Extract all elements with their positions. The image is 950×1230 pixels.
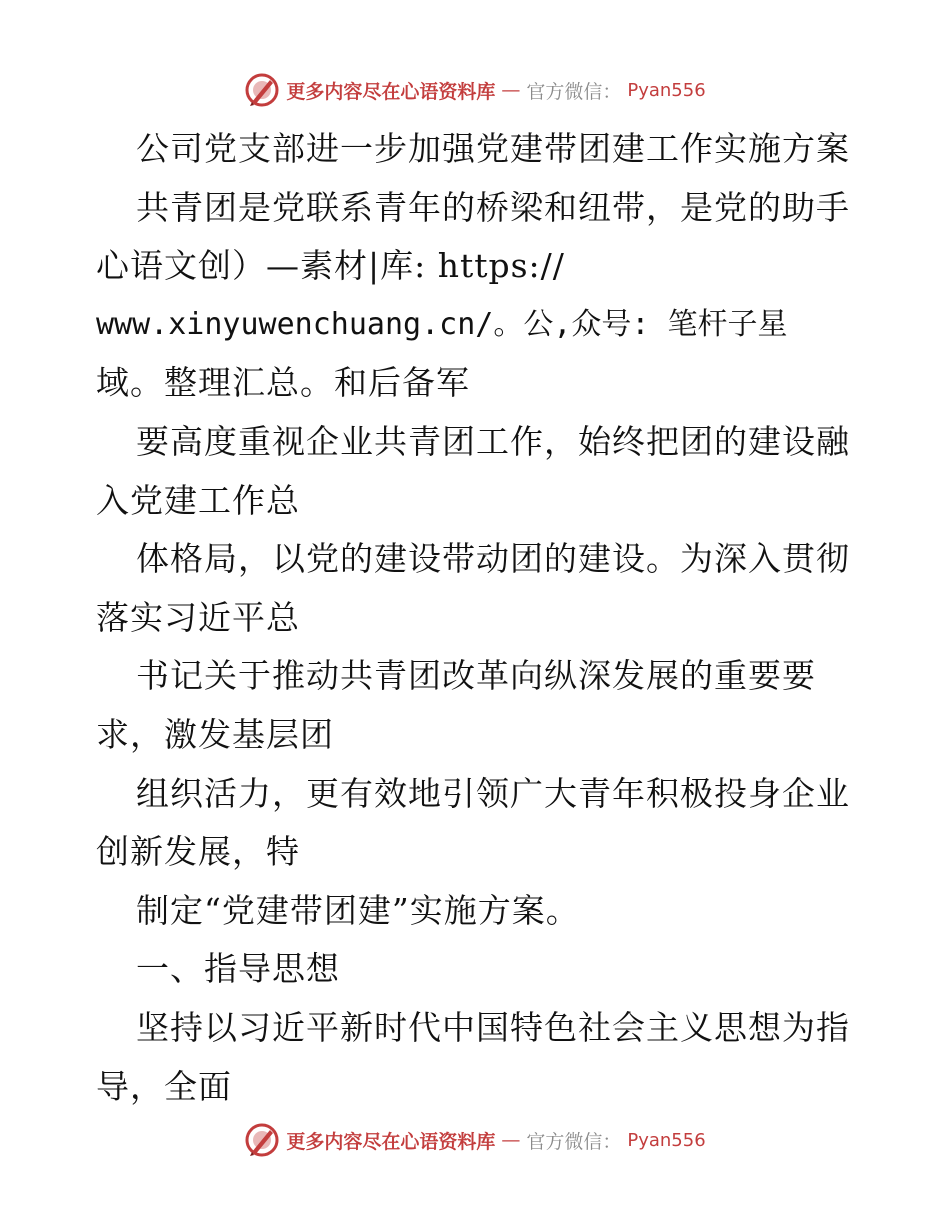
document-line: 导，全面 (96, 1066, 232, 1106)
banner-wechat-label: 官方微信： (526, 1130, 622, 1153)
document-line: 落实习近平总 (96, 597, 300, 637)
footer-watermark-banner (0, 1120, 950, 1160)
document-line: 域。整理汇总。和后备军 (96, 363, 470, 403)
document-line: www.xinyuwenchuang.cn/。公,众号: 笔杆子星 (96, 306, 788, 342)
document-line: 求，激发基层团 (96, 714, 334, 754)
document-line: 共青团是党联系青年的桥梁和纽带，是党的助手 (136, 187, 850, 227)
header-watermark-banner (0, 70, 950, 110)
document-line: 要高度重视企业共青团工作，始终把团的建设融 (136, 421, 850, 461)
document-line: 体格局，以党的建设带动团的建设。为深入贯彻 (136, 539, 850, 579)
banner-dash: — (501, 79, 521, 101)
banner-wechat-label: 官方微信： (526, 80, 622, 103)
document-line: 创新发展，特 (96, 832, 300, 872)
document-line: 坚持以习近平新时代中国特色社会主义思想为指 (136, 1007, 850, 1047)
document-body (96, 120, 856, 1116)
banner-dash: — (501, 1129, 521, 1151)
document-line: 制定“党建带团建”实施方案。 (136, 890, 580, 930)
banner-main-text: 更多内容尽在心语资料库 (286, 80, 496, 103)
pen-logo-icon (244, 72, 280, 108)
document-line: 公司党支部进一步加强党建带团建工作实施方案 (136, 129, 850, 168)
document-line: 心语文创）—素材|库: https:// (96, 246, 565, 286)
document-line: 入党建工作总 (96, 480, 300, 520)
banner-main-text: 更多内容尽在心语资料库 (286, 1130, 496, 1153)
document-line: 一、指导思想 (136, 949, 340, 989)
banner-wechat-id: Pyan556 (627, 1129, 706, 1151)
pen-logo-icon (244, 1122, 280, 1158)
banner-wechat-id: Pyan556 (627, 79, 706, 101)
document-line: 书记关于推动共青团改革向纵深发展的重要要 (136, 656, 816, 696)
document-line: 组织活力，更有效地引领广大青年积极投身企业 (136, 773, 850, 813)
